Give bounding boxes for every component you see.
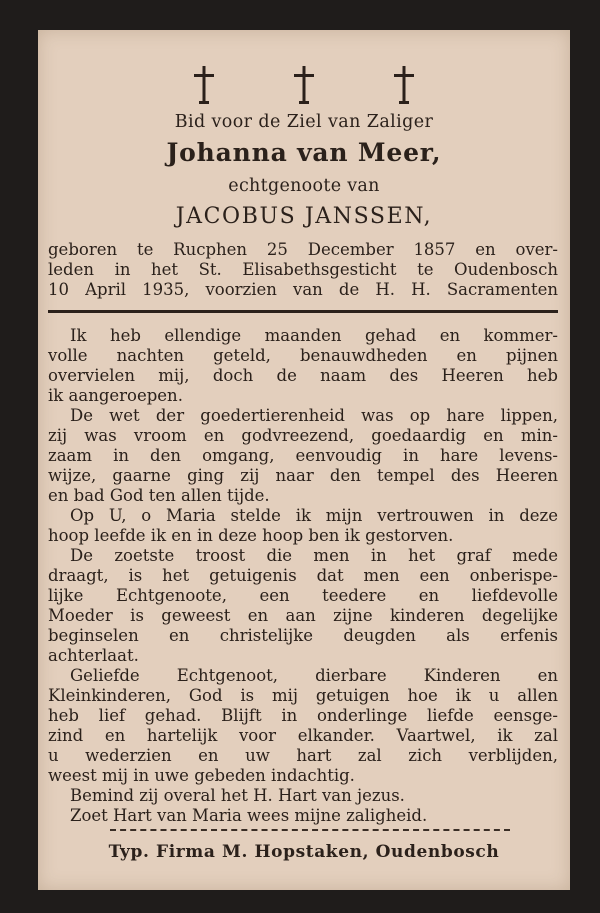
text-line: wijze, gaarne ging zij naar den tempel des Heeren	[48, 466, 558, 485]
detail-line: 10 April 1935, voorzien van de H. H. Sacramenten	[48, 280, 558, 299]
text-line: weest mij in uwe gebeden indachtig.	[48, 766, 355, 785]
birth-death-details	[48, 240, 558, 300]
cross-icon	[292, 66, 316, 104]
text-line: De wet der goedertierenheid was op hare lippen,	[70, 406, 558, 425]
text-line: ik aangeroepen.	[48, 386, 183, 405]
dashed-divider	[110, 829, 510, 831]
text-line: Ik heb ellendige maanden gehad en kommer-	[70, 326, 558, 345]
crosses	[38, 66, 570, 104]
text-line: zaam in den omgang, eenvoudig in hare levens-	[48, 446, 558, 465]
printer-credit: Typ. Firma M. Hopstaken, Oudenbosch	[108, 842, 500, 862]
cross-icon	[392, 66, 416, 104]
text-line: zij was vroom en godvreezend, goedaardig en min-	[48, 426, 558, 445]
text-line: De zoetste troost die men in het graf mede	[70, 546, 558, 565]
text-line: heb lief gehad. Blijft in onderlinge liefde eensge-	[48, 706, 558, 725]
text-line: volle nachten geteld, benauwdheden en pijnen	[48, 346, 558, 365]
detail-line: geboren te Rucphen 25 December 1857 en over-	[48, 240, 558, 259]
text-line: Geliefde Echtgenoot, dierbare Kinderen en	[70, 666, 558, 685]
memorial-text	[48, 326, 558, 826]
text-line: overvielen mij, doch de naam des Heeren heb	[48, 366, 558, 385]
text-line: hoop leefde ik en in deze hoop ben ik gestorven.	[48, 526, 454, 545]
text-line: Moeder is geweest en aan zijne kinderen degelijke	[48, 606, 558, 625]
spouse-name: JACOBUS JANSSEN,	[175, 204, 433, 229]
text-line: en bad God ten allen tijde.	[48, 486, 270, 505]
text-line: Zoet Hart van Maria wees mijne zaligheid.	[70, 806, 428, 825]
text-line: u wederzien en uw hart zal zich verblijden,	[48, 746, 558, 765]
text-line: beginselen en christelijke deugden als erfenis	[48, 626, 558, 645]
text-line: Bemind zij overal het H. Hart van jezus.	[70, 786, 405, 805]
text-line: achterlaat.	[48, 646, 139, 665]
prayer-line: Bid voor de Ziel van Zaliger	[174, 112, 434, 132]
text-line: Kleinkinderen, God is mij getuigen hoe ik u allen	[48, 686, 558, 705]
deceased-name: Johanna van Meer,	[166, 138, 442, 167]
card-paper	[38, 30, 570, 890]
spouse-intro: echtgenoote van	[228, 176, 380, 196]
text-line: draagt, is het getuigenis dat men een onberispe-	[48, 566, 558, 585]
text-line: lijke Echtgenoote, een teedere en liefdevolle	[48, 586, 558, 605]
text-line: zind en hartelijk voor elkander. Vaartwel, ik zal	[48, 726, 558, 745]
divider-rule	[48, 310, 558, 313]
cross-icon	[192, 66, 216, 104]
detail-line: leden in het St. Elisabethsgesticht te Oudenbosch	[48, 260, 558, 279]
text-line: Op U, o Maria stelde ik mijn vertrouwen in deze	[70, 506, 558, 525]
